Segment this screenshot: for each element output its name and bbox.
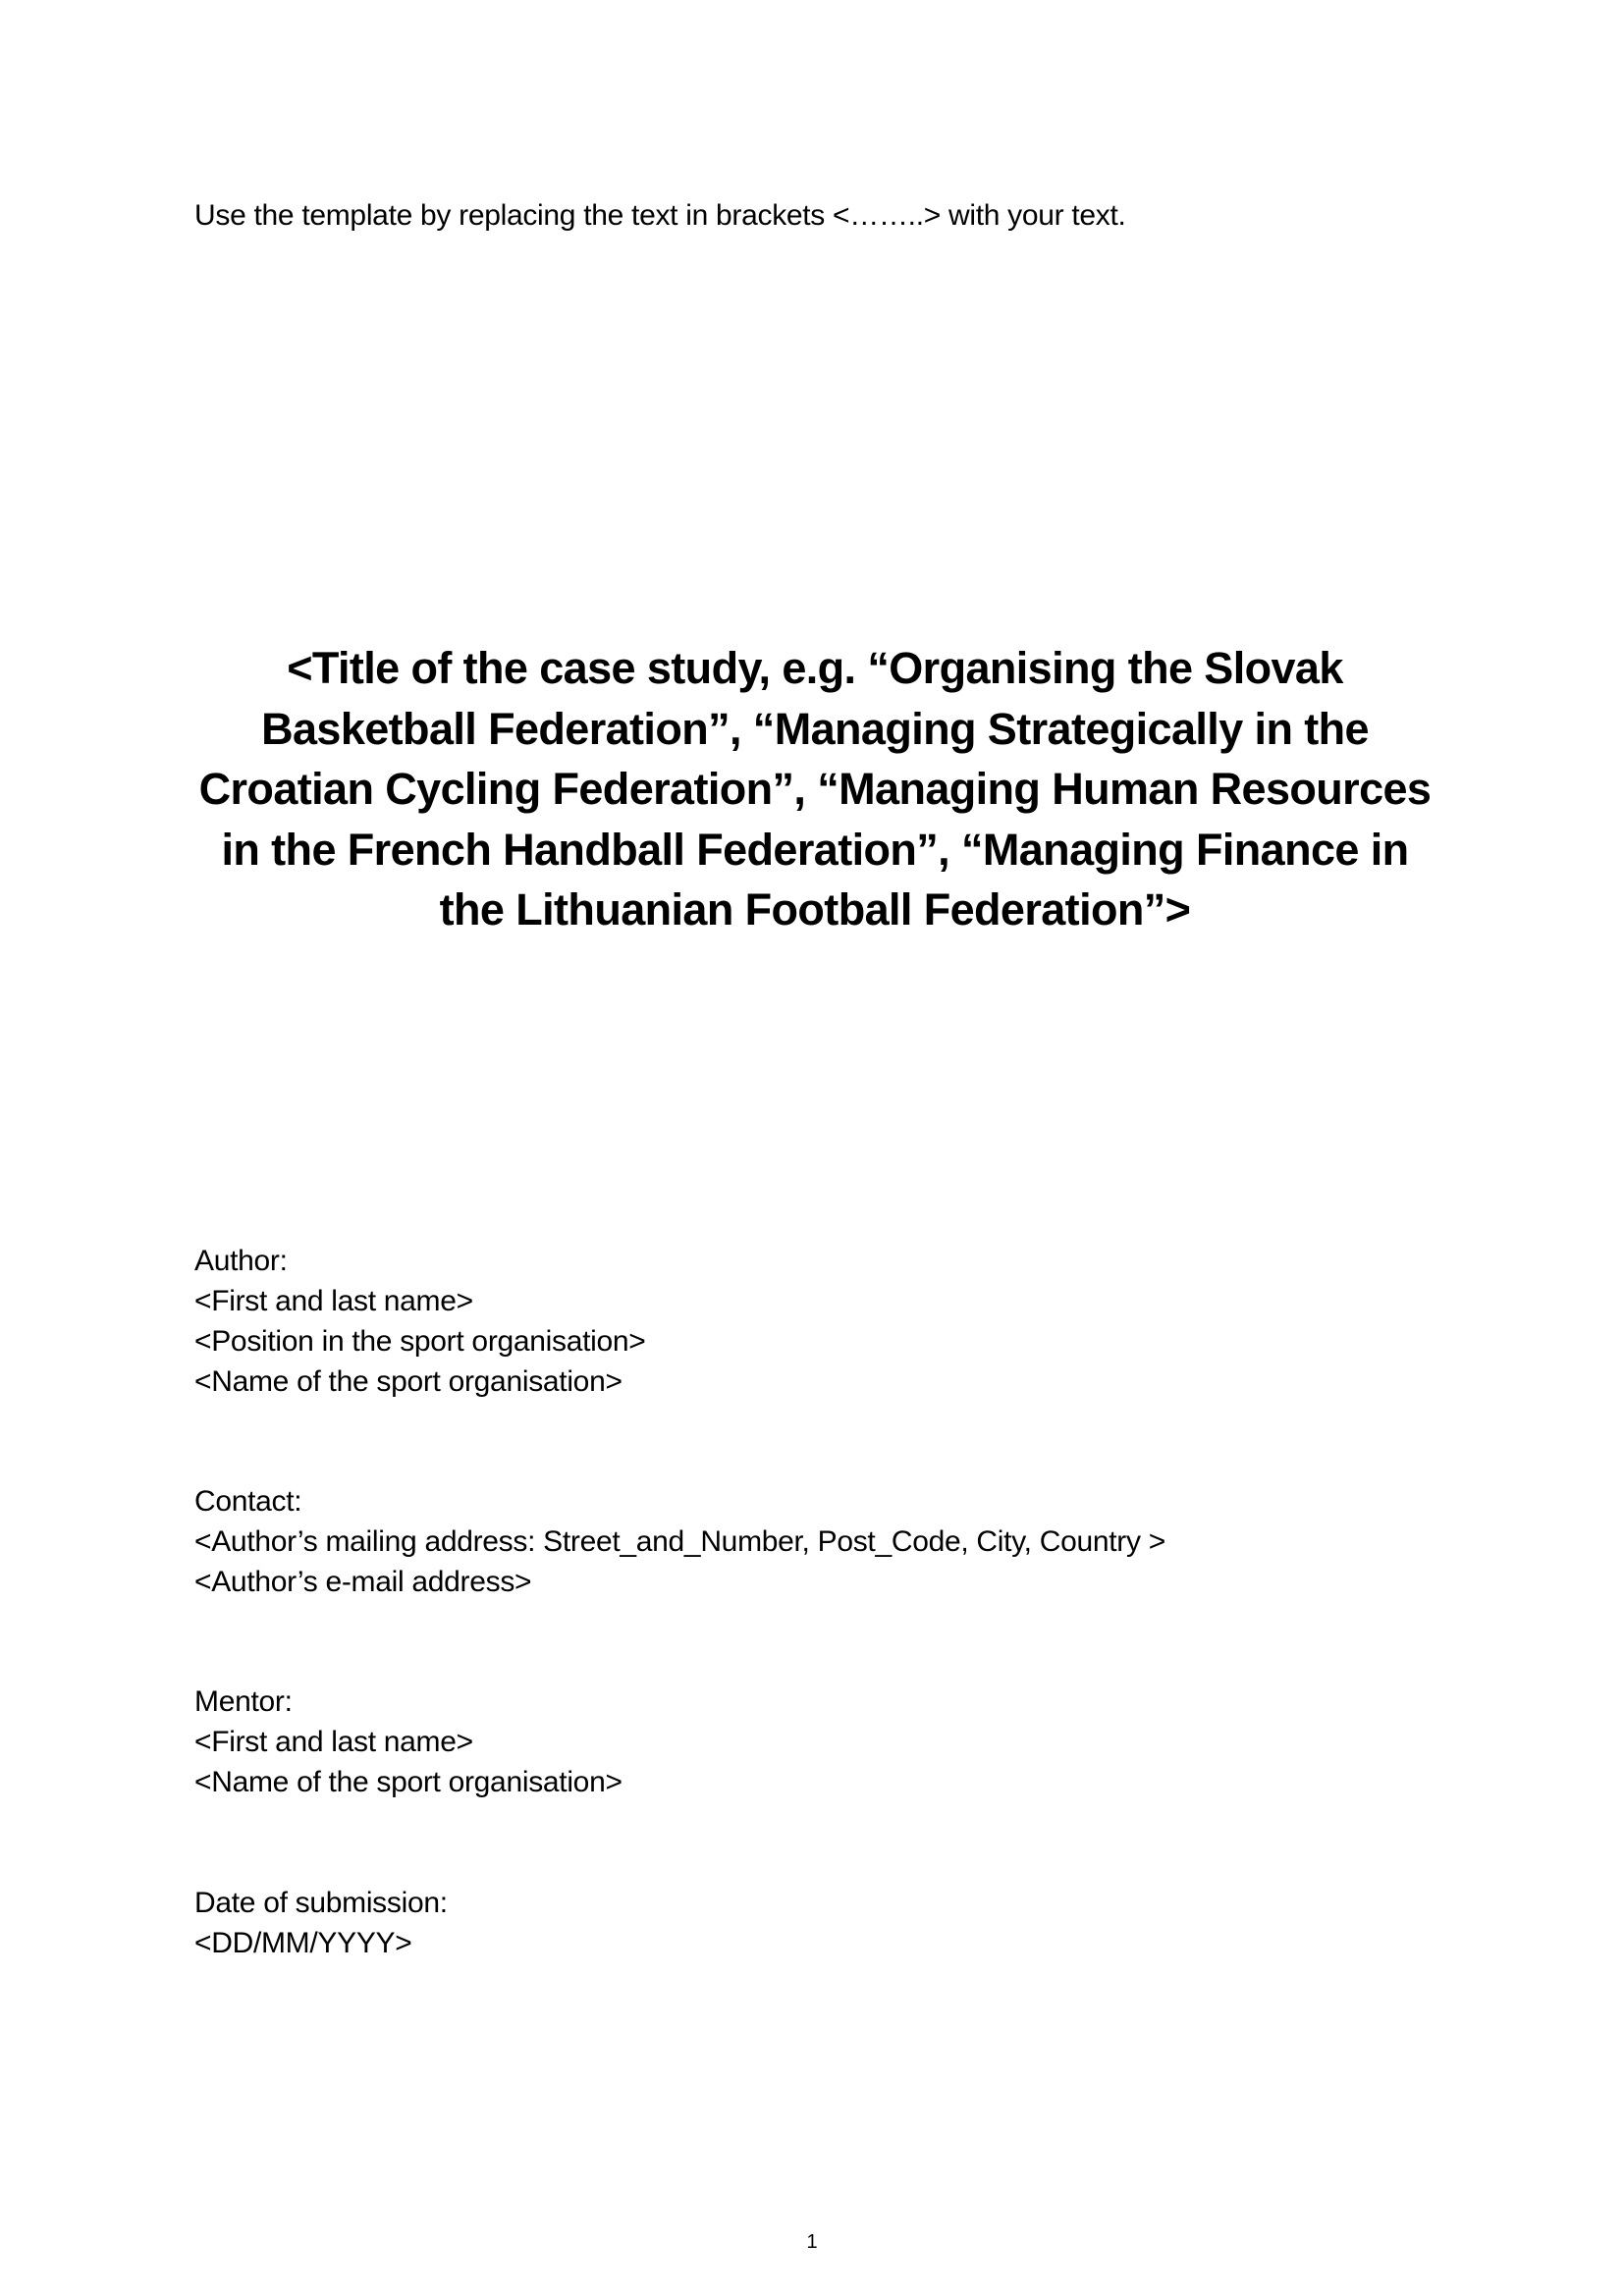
submission-date-section <box>194 1883 448 1963</box>
author-position-placeholder: <Position in the sport organisation> <box>194 1325 646 1358</box>
author-label: Author: <box>194 1245 288 1277</box>
page-number: 1 <box>806 2231 818 2253</box>
title-line: <Title of the case study, e.g. “Organising the Slovak <box>287 643 1343 693</box>
title-line: in the French Handball Federation”, “Managing Finance in <box>221 824 1409 875</box>
contact-section <box>194 1481 1165 1602</box>
mentor-label: Mentor: <box>194 1685 293 1718</box>
title-line: Croatian Cycling Federation”, “Managing Human Resources <box>198 764 1432 814</box>
mentor-name-placeholder: <First and last name> <box>194 1726 473 1758</box>
contact-label: Contact: <box>194 1485 302 1518</box>
template-instruction: Use the template by replacing the text in brackets <……..> with your text. <box>194 199 1126 232</box>
submission-date-label: Date of submission: <box>194 1887 448 1919</box>
mailing-address-placeholder: <Author’s mailing address: Street_and_Number, Post_Code, City, Country > <box>194 1525 1165 1558</box>
title-line: the Lithuanian Football Federation”> <box>439 884 1191 934</box>
mentor-organisation-placeholder: <Name of the sport organisation> <box>194 1766 623 1798</box>
author-organisation-placeholder: <Name of the sport organisation> <box>194 1365 623 1398</box>
submission-date-placeholder: <DD/MM/YYYY> <box>194 1927 412 1959</box>
mentor-section <box>194 1682 623 1802</box>
author-name-placeholder: <First and last name> <box>194 1285 473 1317</box>
title-line: Basketball Federation”, “Managing Strategically in the <box>261 703 1369 754</box>
case-study-title <box>187 638 1443 940</box>
author-section <box>194 1241 646 1402</box>
email-placeholder: <Author’s e-mail address> <box>194 1566 532 1598</box>
